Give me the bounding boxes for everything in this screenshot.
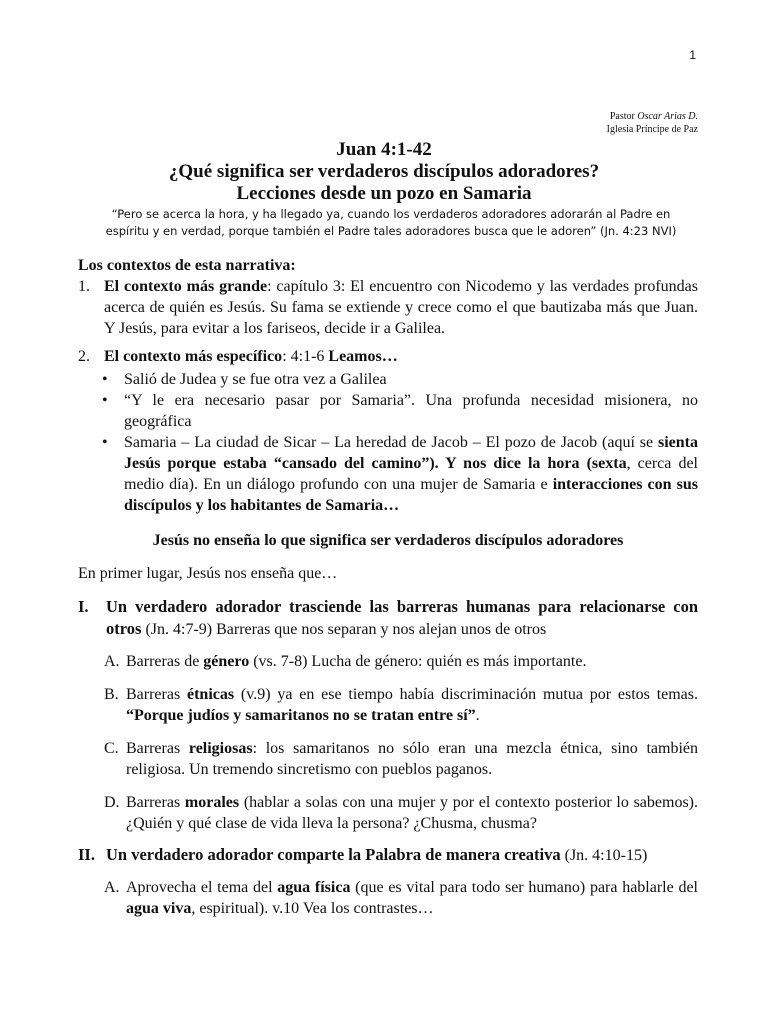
item-text: (vs. 7-8) Lucha de género: quién es más importante. — [249, 653, 587, 670]
item-keyword: religiosas — [188, 740, 253, 757]
item-text: Aprovecha el tema del — [126, 879, 278, 896]
item-keyword: agua física — [277, 879, 351, 896]
item-text: . — [475, 707, 480, 724]
item-keyword: agua viva — [126, 900, 192, 917]
bullet-3-part-b: sienta Jesús porque estaba “cansado del camino”). Y nos dice la hora (sexta — [124, 434, 698, 472]
section-heading: Jesús no enseña lo que significa ser verdaderos discípulos adoradores — [152, 532, 624, 549]
bullet-item — [124, 432, 698, 516]
item-letter: B. — [104, 686, 119, 703]
item-text: Barreras de — [126, 653, 204, 670]
author-name: Oscar Arias D. — [637, 111, 698, 122]
section-1-item-c — [78, 738, 698, 780]
section-1-item-a — [78, 651, 698, 672]
item-number: 1. — [78, 278, 90, 295]
item-text: Barreras — [126, 740, 189, 757]
title-block — [0, 139, 768, 205]
page-number: 1 — [689, 48, 696, 62]
item-text: (que es vital para todo ser humano) para hablarle del — [350, 879, 698, 896]
section-1-text: (Jn. 4:7-9) Barreras que nos separan y nos alejan unos de otros — [141, 621, 547, 638]
item-keyword: étnicas — [187, 686, 235, 703]
section-1 — [78, 596, 698, 641]
context-item-1-title: El contexto más grande — [104, 278, 268, 295]
item-number: 2. — [78, 348, 90, 365]
item-text: (hablar a solas con una mujer y por el contexto posterior lo sabemos). ¿Quién y qué clase de vida lleva la persona? ¿Chusma, chusma? — [126, 794, 698, 832]
title-reference: Juan 4:1-42 — [336, 139, 432, 160]
bullet-item: • Salió de Judea y se fue otra vez a Galilea — [124, 369, 698, 390]
section-1-title: Un verdadero adorador trasciende las barreras humanas para relacionarse con otros — [106, 597, 698, 638]
item-text: , espiritual). v.10 Vea los contrastes… — [191, 900, 434, 917]
item-keyword: morales — [184, 794, 240, 811]
item-keyword: género — [203, 653, 250, 670]
context-item-2-title: El contexto más específico — [104, 348, 283, 365]
church-name: Iglesia Príncipe de Paz — [606, 124, 698, 135]
bullet-3-part-c: , cerca del medio día). En un diálogo profundo con una mujer de Samaria e — [124, 455, 699, 493]
bullet-3-part-d: interacciones con sus discípulos y los habitantes de Samaria… — [124, 476, 698, 514]
item-text: Barreras — [126, 794, 185, 811]
section-1-item-d — [78, 792, 698, 834]
item-letter: A. — [104, 879, 120, 896]
author-block — [607, 110, 698, 136]
context-item-2-text: : 4:1-6 — [282, 348, 329, 365]
item-letter: D. — [104, 794, 120, 811]
bullet-item: • “Y le era necesario pasar por Samaria”. Una profunda necesidad misionera, no geográfica — [124, 390, 698, 432]
key-verse: “Pero se acerca la hora, y ha llegado ya, cuando los verdaderos adoradores adorarán al Padre en espíritu y en verdad, porque también el Padre tales adoradores busca que le adoren” (Jn. 4:23 NVI) — [105, 207, 677, 238]
context-item-1 — [78, 276, 698, 339]
item-text: (v.9) ya en ese tiempo había discriminación mutua por estos temas. — [234, 686, 699, 703]
title-subtitle: Lecciones desde un pozo en Samaria — [236, 183, 532, 204]
sermon-body — [78, 255, 698, 919]
item-letter: C. — [104, 740, 119, 757]
item-text: Barreras — [126, 686, 187, 703]
section-number: I. — [78, 597, 89, 616]
section-1-item-b — [78, 684, 698, 726]
section-2 — [78, 844, 698, 867]
bullet-3-part-a: Samaria – La ciudad de Sicar – La heredad de Jacob – El pozo de Jacob (aquí se — [124, 434, 658, 451]
context-item-2 — [78, 346, 698, 367]
item-text: : los samaritanos no sólo eran una mezcla étnica, sino también religiosa. Un tremendo sincretismo con pueblos paganos. — [126, 740, 698, 778]
section-2-text: (Jn. 4:10-15) — [560, 847, 648, 864]
author-prefix: Pastor — [609, 111, 638, 122]
item-letter: A. — [104, 653, 120, 670]
contexts-heading: Los contextos de esta narrativa: — [78, 257, 296, 274]
item-quote: “Porque judíos y samaritanos no se tratan entre sí” — [126, 707, 476, 724]
section-2-title: Un verdadero adorador comparte la Palabra de manera creativa — [106, 845, 561, 864]
context-bullets — [78, 369, 698, 516]
section-number: II. — [78, 845, 95, 864]
section-2-item-a — [78, 877, 698, 919]
intro-line: En primer lugar, Jesús nos enseña que… — [78, 565, 338, 582]
context-item-2-read: Leamos… — [328, 348, 398, 365]
title-question: ¿Qué significa ser verdaderos discípulos adoradores? — [168, 161, 600, 182]
context-item-1-text: : capítulo 3: El encuentro con Nicodemo y las verdades profundas acerca de quién es Jesús. Su fama se extiende y crece como el que bautizaba más que Juan. Y Jesús, para evitar a los fariseos, decide ir a Galilea. — [104, 278, 698, 337]
